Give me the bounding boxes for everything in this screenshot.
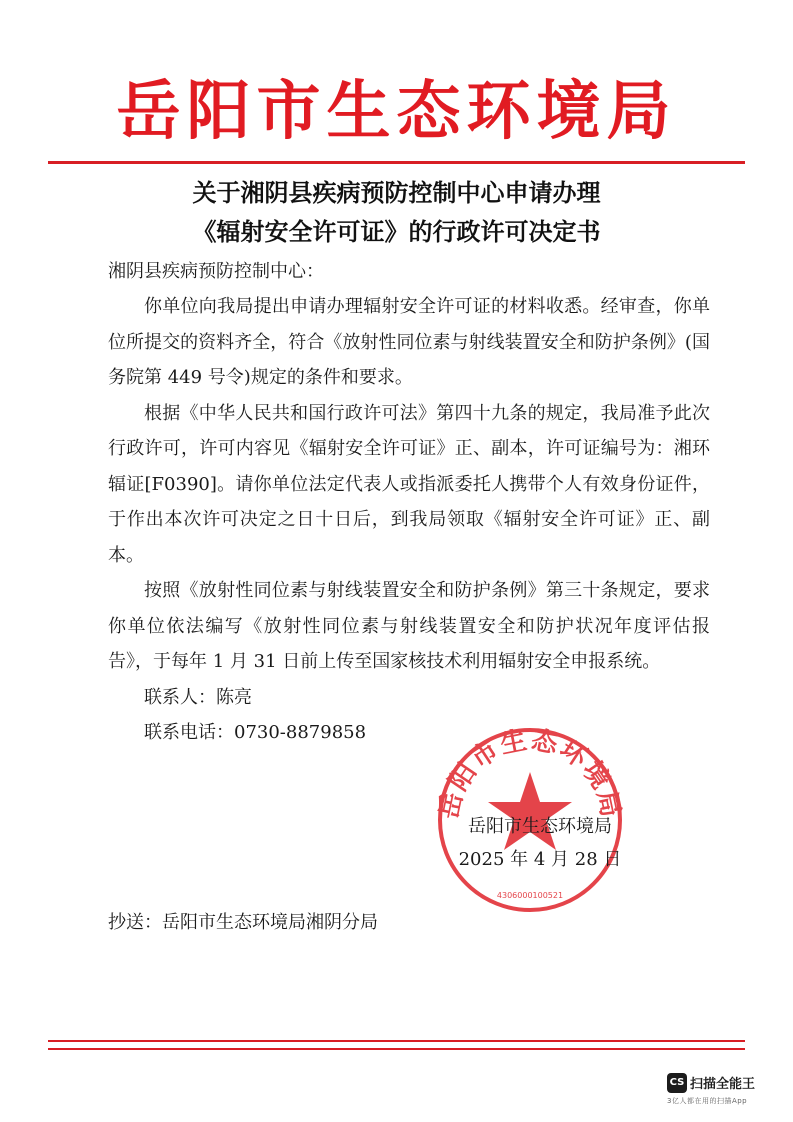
watermark-app-name: 扫描全能王 <box>690 1077 756 1092</box>
camscanner-logo-icon: CS <box>667 1073 687 1093</box>
footer-divider <box>48 1040 745 1042</box>
scanner-watermark <box>667 1072 777 1106</box>
seal-text: 岳阳市生态环境局 <box>434 725 626 822</box>
issuer-block <box>440 810 640 876</box>
seal-code: 4306000100521 <box>496 891 564 900</box>
issue-date: 2025 年 4 月 28 日 <box>458 849 622 870</box>
recipient: 湘阴县疾病预防控制中心： <box>108 261 324 282</box>
contact-phone: 联系电话：0730-8879858 <box>144 722 367 743</box>
cc-line: 抄送：岳阳市生态环境局湘阴分局 <box>108 912 378 933</box>
document-body <box>108 289 710 751</box>
document-title-line1: 关于湘阴县疾病预防控制中心申请办理 <box>192 178 601 207</box>
contact-person: 联系人：陈亮 <box>144 686 252 708</box>
paragraph-approval: 根据《中华人民共和国行政许可法》第四十九条的规定，我局准予此次行政许可，许可内容见《辐射安全许可证》正、副本，许可证编号为：湘环辐证[F0390]。请你单位法定代表人或指派委托人携带个人有效身份证件，于作出本次许可决定之日十日后，到我局领取《辐射安全许可证》正、副本。 <box>108 402 710 566</box>
letterhead-title: 岳阳市生态环境局 <box>116 74 677 149</box>
paragraph-review: 你单位向我局提出申请办理辐射安全许可证的材料收悉。经审查，你单位所提交的资料齐全，符合《放射性同位素与射线装置安全和防护条例》(国务院第 449 号令)规定的条件和要求。 <box>108 296 710 388</box>
header-divider <box>48 161 745 164</box>
watermark-tagline: 3亿人都在用的扫描App <box>667 1096 748 1105</box>
footer-divider-secondary <box>48 1048 745 1050</box>
paragraph-requirement: 按照《放射性同位素与射线装置安全和防护条例》第三十条规定，要求你单位依法编写《放射性同位素与射线装置安全和防护状况年度评估报告》，于每年 1 月 31 日前上传至国家核技术利用辐射安全申报系统。 <box>108 580 710 672</box>
issuer-name: 岳阳市生态环境局 <box>468 816 612 837</box>
document-title-line2: 《辐射安全许可证》的行政许可决定书 <box>192 217 601 246</box>
